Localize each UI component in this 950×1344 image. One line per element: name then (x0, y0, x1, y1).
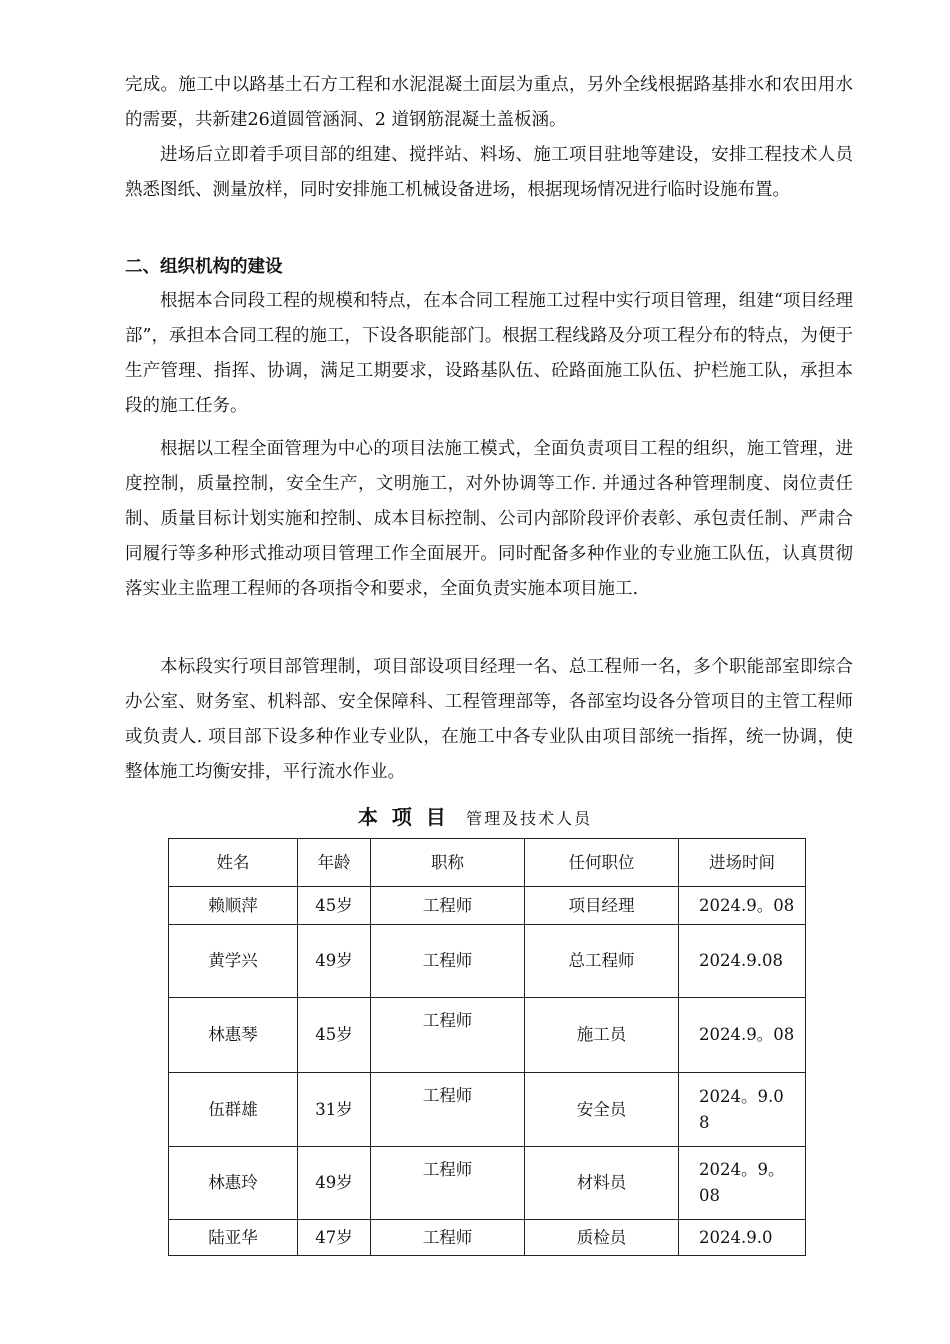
cell-position: 质检员 (525, 1220, 679, 1256)
cell-title: 工程师 (371, 998, 525, 1073)
cell-name: 林惠玲 (169, 1147, 298, 1220)
table-row (169, 1073, 806, 1147)
cell-entry-date: 2024。9.08 (679, 1073, 806, 1147)
table-header-row (169, 839, 806, 887)
paragraph-completion: 完成。施工中以路基土石方工程和水泥混凝土面层为重点，另外全线根据路基排水和农田用水的需要，共新建26道圆管涵洞、2 道钢筋混凝土盖板涵。 (125, 75, 853, 130)
section-heading-organization: 二、组织机构的建设 (125, 257, 283, 277)
cell-position: 项目经理 (525, 887, 679, 925)
cell-age: 45岁 (298, 887, 371, 925)
cell-age: 49岁 (298, 1147, 371, 1220)
cell-name: 陆亚华 (169, 1220, 298, 1256)
cell-name: 赖顺萍 (169, 887, 298, 925)
cell-position: 总工程师 (525, 925, 679, 998)
cell-name: 黄学兴 (169, 925, 298, 998)
cell-title: 工程师 (371, 1220, 525, 1256)
cell-title: 工程师 (371, 925, 525, 998)
cell-age: 45岁 (298, 998, 371, 1073)
table-row (169, 1147, 806, 1220)
table-title-sub: 管理及技术人员 (466, 809, 593, 828)
table-title-main: 本项目 (357, 805, 460, 829)
table-title (0, 802, 950, 834)
cell-title: 工程师 (371, 1073, 525, 1147)
header-age: 年龄 (298, 839, 371, 887)
cell-entry-date: 2024.9。08 (679, 887, 806, 925)
staff-table (168, 838, 806, 1256)
cell-entry-date: 2024。9。08 (679, 1147, 806, 1220)
paragraph-mobilization: 进场后立即着手项目部的组建、搅拌站、料场、施工项目驻地等建设，安排工程技术人员熟悉图纸、测量放样，同时安排施工机械设备进场，根据现场情况进行临时设施布置。 (125, 145, 853, 200)
cell-name: 林惠琴 (169, 998, 298, 1073)
cell-name: 伍群雄 (169, 1073, 298, 1147)
header-position: 任何职位 (525, 839, 679, 887)
header-name: 姓名 (169, 839, 298, 887)
table-row (169, 887, 806, 925)
cell-title: 工程师 (371, 1147, 525, 1220)
cell-title: 工程师 (371, 887, 525, 925)
cell-entry-date: 2024.9。08 (679, 998, 806, 1073)
paragraph-management-system: 本标段实行项目部管理制，项目部设项目经理一名、总工程师一名，多个职能部室即综合办公室、财务室、机料部、安全保障科、工程管理部等，各部室均设各分管项目的主管工程师或负责人. 项目部下设多种作业专业队，在施工中各专业队由项目部统一指挥，统一协调，使整体施工均衡安排，平行流水作业。 (125, 657, 853, 782)
table-row (169, 998, 806, 1073)
cell-position: 安全员 (525, 1073, 679, 1147)
table-row (169, 1220, 806, 1256)
header-title: 职称 (371, 839, 525, 887)
paragraph-project-department: 根据本合同段工程的规模和特点，在本合同工程施工过程中实行项目管理，组建“项目经理部”，承担本合同工程的施工，下设各职能部门。根据工程线路及分项工程分布的特点，为便于生产管理、指挥、协调，满足工期要求，设路基队伍、砼路面施工队伍、护栏施工队，承担本段的施工任务。 (125, 291, 853, 416)
cell-age: 31岁 (298, 1073, 371, 1147)
cell-age: 49岁 (298, 925, 371, 998)
cell-entry-date: 2024.9.0 (679, 1220, 806, 1256)
paragraph-management-mode: 根据以工程全面管理为中心的项目法施工模式，全面负责项目工程的组织，施工管理，进度控制，质量控制，安全生产，文明施工，对外协调等工作. 并通过各种管理制度、岗位责任制、质量目标计划实施和控制、成本目标控制、公司内部阶段评价表彰、承包责任制、严肃合同履行等多种形式推动项目管理工作全面展开。同时配备多种作业的专业施工队伍，认真贯彻落实业主监理工程师的各项指令和要求，全面负责实施本项目施工. (125, 439, 853, 599)
cell-position: 施工员 (525, 998, 679, 1073)
table-row (169, 925, 806, 998)
cell-position: 材料员 (525, 1147, 679, 1220)
cell-entry-date: 2024.9.08 (679, 925, 806, 998)
cell-age: 47岁 (298, 1220, 371, 1256)
header-entry-date: 进场时间 (679, 839, 806, 887)
